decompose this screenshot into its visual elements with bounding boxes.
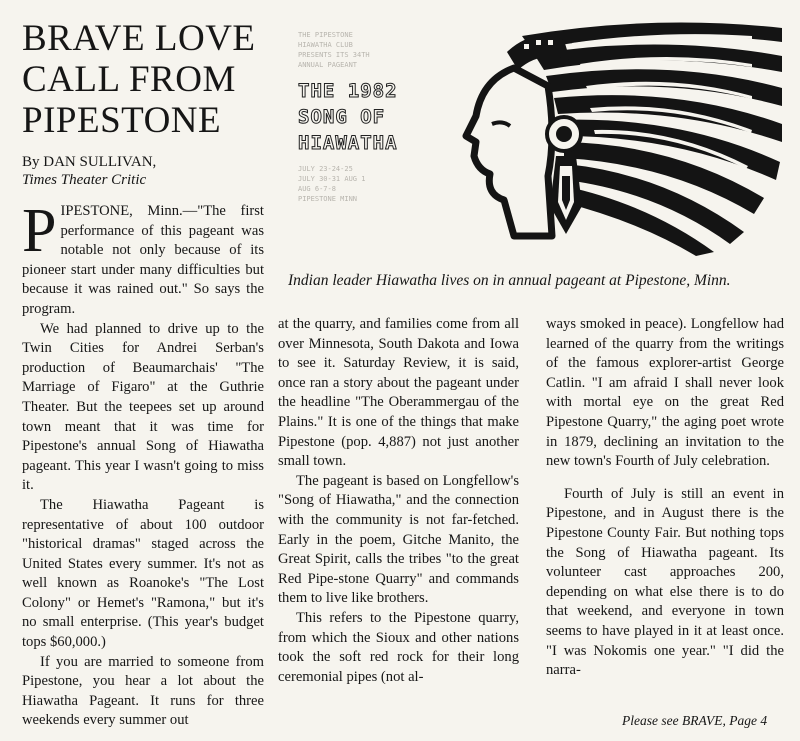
poster-title-line: THE 1982 [298,80,398,102]
poster-date-line: JULY 23-24-25 [298,165,353,173]
article-column-1 [22,197,264,731]
headline-line-1: BRAVE LOVE [22,18,256,59]
poster-top-line: HIAWATHA CLUB [298,41,353,49]
poster-text [298,30,458,204]
paragraph: PIPESTONE, Minn.—"The first performance of this pageant was notable not only because of its pioneer start under many difficulties but because it was rained out." So says the program. [22,197,264,317]
headline-line-2: CALL FROM [22,59,236,100]
poster-date-line: AUG 6-7-8 [298,185,336,193]
article-column-3 [546,315,784,681]
hiawatha-headdress-drawing [452,16,787,256]
article-column-2 [278,315,519,687]
drop-cap: P [22,197,57,265]
continued-on-page-note: Please see BRAVE, Page 4 [622,713,768,728]
image-caption: Indian leader Hiawatha lives on in annual pageant at Pipestone, Minn. [288,272,731,289]
paragraph: at the quarry, and families come from all over Minnesota, South Dakota and Iowa to see it. Saturday Review, it is said, once ran a story about the pageant under the headline "The Oberammergau of the Plains." It is one of the things that make Pipestone (pop. 4,887) not just another small town. [278,316,519,470]
poster-top-line: THE PIPESTONE [298,31,353,39]
paragraph: ways smoked in peace). Longfellow had learned of the quarry from the writings of the famous explorer-artist George Catlin. "I am afraid I shall never look with mortal eye on the great Red Pipestone Quarry," the aging poet wrote in 1879, declining an invitation to the new town's Fourth of July celebration. [546,316,784,470]
byline-name: By DAN SULLIVAN, [22,154,157,170]
poster-title-line: HIAWATHA [298,132,398,154]
paragraph: The pageant is based on Longfellow's "Song of Hiawatha," and the connection with the community is not far-fetched. Early in the poem, Gitche Manito, the Great Spirit, calls the tribes "to the great Red Pipe-stone Quarry" and commands them to live like brothers. [278,472,519,607]
paragraph: The Hiawatha Pageant is representative of about 100 outdoor "historical dramas" staged across the United States every summer. It's not as well known as Roanoke's "The Lost Colony" or Hemet's "Ramona," but it's no small enterprise. (This year's budget tops $60,000.) [22,496,264,651]
headline [22,18,272,141]
byline-role: Times Theater Critic [22,172,147,188]
paragraph: We had planned to drive up to the Twin Cities for Andrei Serban's production of Beaumarchais' "The Marriage of Figaro" at the Guthrie Theater. But the teepees set up around town meant that it was time for Pipestone's annual Song of Hiawatha pageant. This year I wasn't going to miss it. [22,320,264,494]
poster-date-line: JULY 30-31 AUG 1 [298,175,366,183]
poster-date-line: PIPESTONE MINN [298,195,358,203]
poster-top-line: PRESENTS ITS 34TH [298,51,370,59]
paragraph: This refers to the Pipestone quarry, from which the Sioux and other nations took the soft red rock for their long ceremonial pipes (not al- [278,609,519,685]
headline-line-3: PIPESTONE [22,100,222,141]
paragraph: Fourth of July is still an event in Pipestone, and in August there is the Pipestone County Fair. But nothing tops the Song of Hiawatha pageant. Its volunteer cast approaches 200, depending on what else there is to do that weekend, and everyone in town seems to have played in it at least once. "I was Nokomis one year." "I did the narra- [546,485,784,679]
pageant-illustration [292,6,790,262]
poster-title-line: SONG OF [298,106,386,128]
byline [22,153,156,189]
paragraph: If you are married to someone from Pipestone, you hear a lot about the Hiawatha Pageant. It runs for three weekends every summer out [22,653,264,729]
poster-top-line: ANNUAL PAGEANT [298,61,358,69]
